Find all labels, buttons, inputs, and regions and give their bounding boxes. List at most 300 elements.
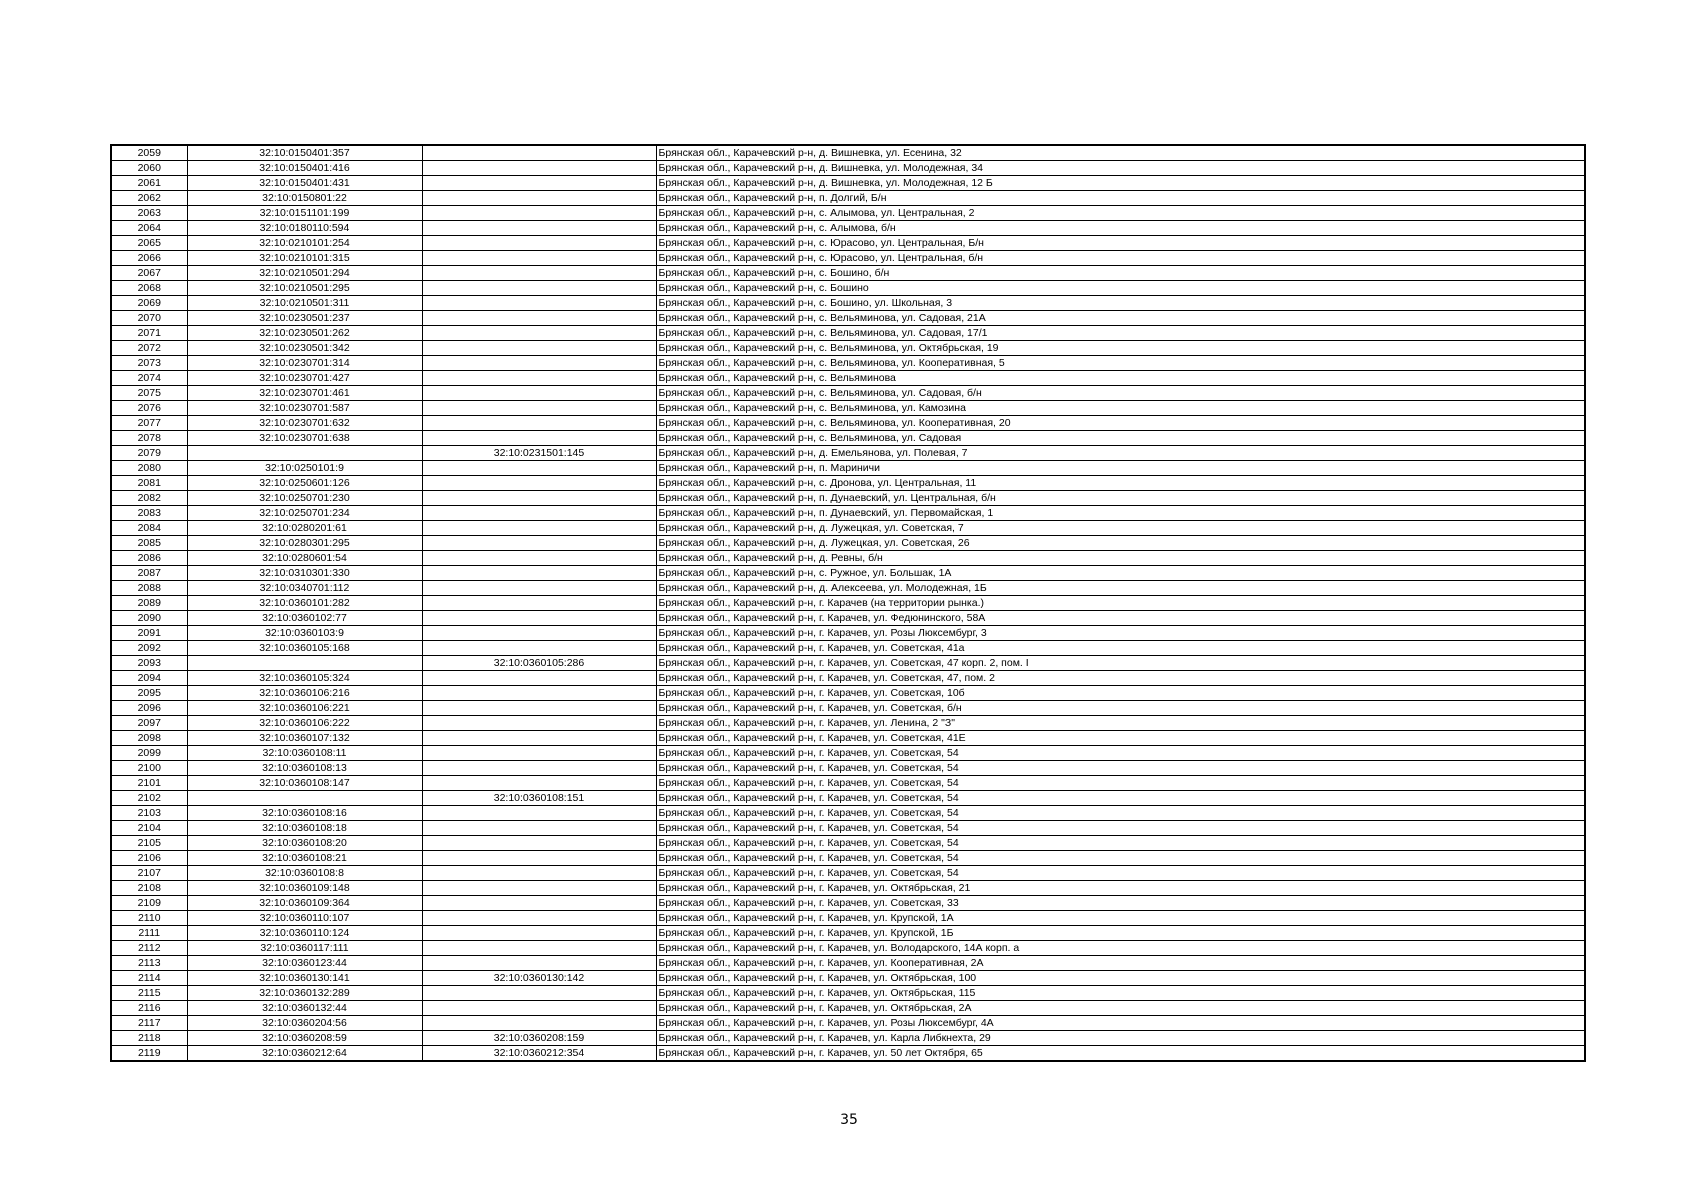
address-cell: Брянская обл., Карачевский р-н, г. Карачев, ул. Советская, 10б: [656, 686, 1585, 701]
row-number-cell: 2106: [111, 851, 187, 866]
cadastral-number-cell: 32:10:0310301:330: [187, 566, 422, 581]
table-body: [111, 145, 1585, 1061]
table-row: [111, 266, 1585, 281]
cadastral-number-cell: 32:10:0360108:8: [187, 866, 422, 881]
secondary-cadastral-number-cell: [422, 311, 656, 326]
cadastral-number-cell: 32:10:0360110:124: [187, 926, 422, 941]
secondary-cadastral-number-cell: [422, 506, 656, 521]
address-cell: Брянская обл., Карачевский р-н, г. Карачев, ул. Советская, 54: [656, 761, 1585, 776]
address-cell: Брянская обл., Карачевский р-н, г. Карачев, ул. Крупской, 1А: [656, 911, 1585, 926]
row-number-cell: 2082: [111, 491, 187, 506]
address-cell: Брянская обл., Карачевский р-н, г. Карачев, ул. Розы Люксембург, 4А: [656, 1016, 1585, 1031]
row-number-cell: 2089: [111, 596, 187, 611]
address-cell: Брянская обл., Карачевский р-н, г. Карачев, ул. Крупской, 1Б: [656, 926, 1585, 941]
table-row: [111, 506, 1585, 521]
address-cell: Брянская обл., Карачевский р-н, г. Карачев, ул. Кооперативная, 2А: [656, 956, 1585, 971]
cadastral-number-cell: [187, 791, 422, 806]
table-row: [111, 731, 1585, 746]
cadastral-number-cell: 32:10:0360123:44: [187, 956, 422, 971]
row-number-cell: 2081: [111, 476, 187, 491]
cadastral-number-cell: 32:10:0360101:282: [187, 596, 422, 611]
secondary-cadastral-number-cell: [422, 145, 656, 161]
row-number-cell: 2109: [111, 896, 187, 911]
address-cell: Брянская обл., Карачевский р-н, г. Карачев, ул. Советская, 33: [656, 896, 1585, 911]
secondary-cadastral-number-cell: 32:10:0360208:159: [422, 1031, 656, 1046]
address-cell: Брянская обл., Карачевский р-н, с. Алымова, ул. Центральная, 2: [656, 206, 1585, 221]
row-number-cell: 2101: [111, 776, 187, 791]
row-number-cell: 2118: [111, 1031, 187, 1046]
table-row: [111, 1046, 1585, 1062]
table-row: [111, 746, 1585, 761]
cadastral-number-cell: 32:10:0210501:295: [187, 281, 422, 296]
row-number-cell: 2097: [111, 716, 187, 731]
table-row: [111, 491, 1585, 506]
row-number-cell: 2102: [111, 791, 187, 806]
cadastral-number-cell: 32:10:0250601:126: [187, 476, 422, 491]
cadastral-number-cell: 32:10:0230701:314: [187, 356, 422, 371]
table-row: [111, 1001, 1585, 1016]
secondary-cadastral-number-cell: [422, 266, 656, 281]
row-number-cell: 2119: [111, 1046, 187, 1062]
row-number-cell: 2066: [111, 251, 187, 266]
cadastral-number-cell: 32:10:0230701:632: [187, 416, 422, 431]
row-number-cell: 2084: [111, 521, 187, 536]
cadastral-number-cell: 32:10:0360108:21: [187, 851, 422, 866]
table-row: [111, 1031, 1585, 1046]
address-cell: Брянская обл., Карачевский р-н, г. Карачев, ул. Октябрьская, 2А: [656, 1001, 1585, 1016]
cadastral-number-cell: 32:10:0250701:234: [187, 506, 422, 521]
secondary-cadastral-number-cell: [422, 821, 656, 836]
row-number-cell: 2071: [111, 326, 187, 341]
secondary-cadastral-number-cell: [422, 866, 656, 881]
table-row: [111, 641, 1585, 656]
property-table: [110, 144, 1586, 1062]
table-row: [111, 161, 1585, 176]
cadastral-number-cell: 32:10:0230501:342: [187, 341, 422, 356]
table-row: [111, 326, 1585, 341]
secondary-cadastral-number-cell: 32:10:0360212:354: [422, 1046, 656, 1062]
address-cell: Брянская обл., Карачевский р-н, д. Ревны, б/н: [656, 551, 1585, 566]
secondary-cadastral-number-cell: 32:10:0231501:145: [422, 446, 656, 461]
cadastral-number-cell: 32:10:0360108:11: [187, 746, 422, 761]
row-number-cell: 2096: [111, 701, 187, 716]
table-row: [111, 145, 1585, 161]
row-number-cell: 2098: [111, 731, 187, 746]
secondary-cadastral-number-cell: [422, 926, 656, 941]
address-cell: Брянская обл., Карачевский р-н, д. Вишневка, ул. Молодежная, 34: [656, 161, 1585, 176]
table-row: [111, 311, 1585, 326]
cadastral-number-cell: 32:10:0360105:168: [187, 641, 422, 656]
address-cell: Брянская обл., Карачевский р-н, с. Бошино: [656, 281, 1585, 296]
page-number: 35: [840, 1112, 858, 1128]
row-number-cell: 2113: [111, 956, 187, 971]
row-number-cell: 2094: [111, 671, 187, 686]
address-cell: Брянская обл., Карачевский р-н, с. Юрасово, ул. Центральная, Б/н: [656, 236, 1585, 251]
cadastral-number-cell: 32:10:0150401:416: [187, 161, 422, 176]
address-cell: Брянская обл., Карачевский р-н, с. Бошино, ул. Школьная, 3: [656, 296, 1585, 311]
cadastral-number-cell: 32:10:0360108:147: [187, 776, 422, 791]
table-row: [111, 956, 1585, 971]
cadastral-number-cell: 32:10:0230701:638: [187, 431, 422, 446]
cadastral-number-cell: 32:10:0150401:357: [187, 145, 422, 161]
table-row: [111, 596, 1585, 611]
row-number-cell: 2115: [111, 986, 187, 1001]
secondary-cadastral-number-cell: [422, 1001, 656, 1016]
address-cell: Брянская обл., Карачевский р-н, г. Карачев, ул. Октябрьская, 115: [656, 986, 1585, 1001]
secondary-cadastral-number-cell: [422, 716, 656, 731]
address-cell: Брянская обл., Карачевский р-н, д. Вишневка, ул. Есенина, 32: [656, 145, 1585, 161]
row-number-cell: 2091: [111, 626, 187, 641]
secondary-cadastral-number-cell: [422, 236, 656, 251]
cadastral-number-cell: 32:10:0210101:315: [187, 251, 422, 266]
table-row: [111, 566, 1585, 581]
row-number-cell: 2070: [111, 311, 187, 326]
row-number-cell: 2080: [111, 461, 187, 476]
table-row: [111, 626, 1585, 641]
row-number-cell: 2079: [111, 446, 187, 461]
table-row: [111, 701, 1585, 716]
table-row: [111, 446, 1585, 461]
table-row: [111, 1016, 1585, 1031]
address-cell: Брянская обл., Карачевский р-н, д. Вишневка, ул. Молодежная, 12 Б: [656, 176, 1585, 191]
row-number-cell: 2075: [111, 386, 187, 401]
table-row: [111, 551, 1585, 566]
table-row: [111, 461, 1585, 476]
secondary-cadastral-number-cell: [422, 386, 656, 401]
cadastral-number-cell: 32:10:0230501:237: [187, 311, 422, 326]
row-number-cell: 2116: [111, 1001, 187, 1016]
row-number-cell: 2069: [111, 296, 187, 311]
cadastral-number-cell: 32:10:0280601:54: [187, 551, 422, 566]
secondary-cadastral-number-cell: [422, 746, 656, 761]
table-row: [111, 761, 1585, 776]
table-row: [111, 536, 1585, 551]
secondary-cadastral-number-cell: [422, 431, 656, 446]
table-row: [111, 941, 1585, 956]
table-row: [111, 851, 1585, 866]
cadastral-number-cell: 32:10:0360117:111: [187, 941, 422, 956]
address-cell: Брянская обл., Карачевский р-н, г. Карачев, ул. Карла Либкнехта, 29: [656, 1031, 1585, 1046]
address-cell: Брянская обл., Карачевский р-н, г. Карачев, ул. Советская, 54: [656, 866, 1585, 881]
address-cell: Брянская обл., Карачевский р-н, п. Долгий, Б/н: [656, 191, 1585, 206]
table-row: [111, 221, 1585, 236]
address-cell: Брянская обл., Карачевский р-н, г. Карачев, ул. Советская, 47, пом. 2: [656, 671, 1585, 686]
table-row: [111, 926, 1585, 941]
cadastral-number-cell: 32:10:0360208:59: [187, 1031, 422, 1046]
row-number-cell: 2087: [111, 566, 187, 581]
row-number-cell: 2083: [111, 506, 187, 521]
table-row: [111, 866, 1585, 881]
secondary-cadastral-number-cell: 32:10:0360105:286: [422, 656, 656, 671]
address-cell: Брянская обл., Карачевский р-н, г. Карачев, ул. Володарского, 14А корп. а: [656, 941, 1585, 956]
row-number-cell: 2111: [111, 926, 187, 941]
secondary-cadastral-number-cell: [422, 461, 656, 476]
cadastral-number-cell: 32:10:0360103:9: [187, 626, 422, 641]
secondary-cadastral-number-cell: [422, 281, 656, 296]
secondary-cadastral-number-cell: [422, 851, 656, 866]
secondary-cadastral-number-cell: [422, 176, 656, 191]
row-number-cell: 2063: [111, 206, 187, 221]
address-cell: Брянская обл., Карачевский р-н, п. Мариничи: [656, 461, 1585, 476]
address-cell: Брянская обл., Карачевский р-н, г. Карачев, ул. Октябрьская, 21: [656, 881, 1585, 896]
row-number-cell: 2105: [111, 836, 187, 851]
address-cell: Брянская обл., Карачевский р-н, г. Карачев, ул. Ленина, 2 "З": [656, 716, 1585, 731]
address-cell: Брянская обл., Карачевский р-н, с. Вельяминова, ул. Садовая: [656, 431, 1585, 446]
cadastral-number-cell: 32:10:0360132:289: [187, 986, 422, 1001]
row-number-cell: 2112: [111, 941, 187, 956]
row-number-cell: 2060: [111, 161, 187, 176]
cadastral-number-cell: 32:10:0360132:44: [187, 1001, 422, 1016]
secondary-cadastral-number-cell: [422, 896, 656, 911]
address-cell: Брянская обл., Карачевский р-н, г. Карачев, ул. 50 лет Октября, 65: [656, 1046, 1585, 1062]
table-row: [111, 881, 1585, 896]
secondary-cadastral-number-cell: [422, 206, 656, 221]
secondary-cadastral-number-cell: [422, 356, 656, 371]
cadastral-number-cell: 32:10:0360204:56: [187, 1016, 422, 1031]
cadastral-number-cell: 32:10:0340701:112: [187, 581, 422, 596]
table-row: [111, 686, 1585, 701]
row-number-cell: 2088: [111, 581, 187, 596]
secondary-cadastral-number-cell: [422, 566, 656, 581]
secondary-cadastral-number-cell: [422, 491, 656, 506]
address-cell: Брянская обл., Карачевский р-н, д. Лужецкая, ул. Советская, 7: [656, 521, 1585, 536]
secondary-cadastral-number-cell: [422, 161, 656, 176]
cadastral-number-cell: 32:10:0360212:64: [187, 1046, 422, 1062]
address-cell: Брянская обл., Карачевский р-н, с. Вельяминова, ул. Садовая, 21А: [656, 311, 1585, 326]
cadastral-number-cell: 32:10:0360108:13: [187, 761, 422, 776]
cadastral-number-cell: 32:10:0230701:427: [187, 371, 422, 386]
cadastral-number-cell: 32:10:0360109:364: [187, 896, 422, 911]
address-cell: Брянская обл., Карачевский р-н, г. Карачев, ул. Федюнинского, 58А: [656, 611, 1585, 626]
secondary-cadastral-number-cell: [422, 686, 656, 701]
cadastral-number-cell: 32:10:0210501:311: [187, 296, 422, 311]
address-cell: Брянская обл., Карачевский р-н, д. Емельянова, ул. Полевая, 7: [656, 446, 1585, 461]
address-cell: Брянская обл., Карачевский р-н, с. Алымова, б/н: [656, 221, 1585, 236]
secondary-cadastral-number-cell: [422, 731, 656, 746]
address-cell: Брянская обл., Карачевский р-н, г. Карачев, ул. Советская, 54: [656, 821, 1585, 836]
cadastral-number-cell: 32:10:0360108:18: [187, 821, 422, 836]
secondary-cadastral-number-cell: [422, 191, 656, 206]
table-row: [111, 581, 1585, 596]
cadastral-number-cell: 32:10:0230701:461: [187, 386, 422, 401]
row-number-cell: 2090: [111, 611, 187, 626]
row-number-cell: 2074: [111, 371, 187, 386]
table-row: [111, 341, 1585, 356]
address-cell: Брянская обл., Карачевский р-н, г. Карачев, ул. Розы Люксембург, 3: [656, 626, 1585, 641]
row-number-cell: 2077: [111, 416, 187, 431]
cadastral-number-cell: 32:10:0250701:230: [187, 491, 422, 506]
secondary-cadastral-number-cell: [422, 776, 656, 791]
address-cell: Брянская обл., Карачевский р-н, с. Юрасово, ул. Центральная, б/н: [656, 251, 1585, 266]
table-row: [111, 521, 1585, 536]
row-number-cell: 2099: [111, 746, 187, 761]
table-row: [111, 356, 1585, 371]
row-number-cell: 2062: [111, 191, 187, 206]
table-row: [111, 986, 1585, 1001]
table-row: [111, 611, 1585, 626]
row-number-cell: 2100: [111, 761, 187, 776]
row-number-cell: 2107: [111, 866, 187, 881]
table-row: [111, 236, 1585, 251]
cadastral-number-cell: 32:10:0250101:9: [187, 461, 422, 476]
secondary-cadastral-number-cell: [422, 326, 656, 341]
cadastral-number-cell: 32:10:0151101:199: [187, 206, 422, 221]
address-cell: Брянская обл., Карачевский р-н, д. Лужецкая, ул. Советская, 26: [656, 536, 1585, 551]
cadastral-number-cell: 32:10:0360130:141: [187, 971, 422, 986]
address-cell: Брянская обл., Карачевский р-н, г. Карачев (на территории рынка.): [656, 596, 1585, 611]
table-row: [111, 971, 1585, 986]
row-number-cell: 2095: [111, 686, 187, 701]
address-cell: Брянская обл., Карачевский р-н, п. Дунаевский, ул. Центральная, б/н: [656, 491, 1585, 506]
address-cell: Брянская обл., Карачевский р-н, г. Карачев, ул. Советская, 41а: [656, 641, 1585, 656]
secondary-cadastral-number-cell: [422, 1016, 656, 1031]
address-cell: Брянская обл., Карачевский р-н, с. Ружное, ул. Большак, 1А: [656, 566, 1585, 581]
cadastral-number-cell: [187, 446, 422, 461]
address-cell: Брянская обл., Карачевский р-н, г. Карачев, ул. Советская, 54: [656, 836, 1585, 851]
row-number-cell: 2061: [111, 176, 187, 191]
table-row: [111, 716, 1585, 731]
address-cell: Брянская обл., Карачевский р-н, с. Бошино, б/н: [656, 266, 1585, 281]
secondary-cadastral-number-cell: [422, 221, 656, 236]
table-row: [111, 251, 1585, 266]
address-cell: Брянская обл., Карачевский р-н, с. Вельяминова, ул. Октябрьская, 19: [656, 341, 1585, 356]
row-number-cell: 2117: [111, 1016, 187, 1031]
table-row: [111, 656, 1585, 671]
secondary-cadastral-number-cell: [422, 371, 656, 386]
cadastral-number-cell: 32:10:0150801:22: [187, 191, 422, 206]
address-cell: Брянская обл., Карачевский р-н, г. Карачев, ул. Советская, б/н: [656, 701, 1585, 716]
address-cell: Брянская обл., Карачевский р-н, г. Карачев, ул. Советская, 54: [656, 851, 1585, 866]
row-number-cell: 2068: [111, 281, 187, 296]
cadastral-number-cell: 32:10:0360102:77: [187, 611, 422, 626]
secondary-cadastral-number-cell: [422, 251, 656, 266]
secondary-cadastral-number-cell: [422, 671, 656, 686]
address-cell: Брянская обл., Карачевский р-н, д. Алексеева, ул. Молодежная, 1Б: [656, 581, 1585, 596]
row-number-cell: 2073: [111, 356, 187, 371]
table-row: [111, 386, 1585, 401]
address-cell: Брянская обл., Карачевский р-н, г. Карачев, ул. Советская, 54: [656, 791, 1585, 806]
cadastral-number-cell: [187, 656, 422, 671]
address-cell: Брянская обл., Карачевский р-н, с. Вельяминова: [656, 371, 1585, 386]
secondary-cadastral-number-cell: [422, 761, 656, 776]
secondary-cadastral-number-cell: [422, 641, 656, 656]
address-cell: Брянская обл., Карачевский р-н, г. Карачев, ул. Советская, 54: [656, 746, 1585, 761]
secondary-cadastral-number-cell: [422, 521, 656, 536]
row-number-cell: 2086: [111, 551, 187, 566]
cadastral-number-cell: 32:10:0210101:254: [187, 236, 422, 251]
table-row: [111, 671, 1585, 686]
address-cell: Брянская обл., Карачевский р-н, с. Вельяминова, ул. Кооперативная, 20: [656, 416, 1585, 431]
secondary-cadastral-number-cell: [422, 941, 656, 956]
row-number-cell: 2076: [111, 401, 187, 416]
cadastral-number-cell: 32:10:0230501:262: [187, 326, 422, 341]
cadastral-number-cell: 32:10:0360108:20: [187, 836, 422, 851]
secondary-cadastral-number-cell: 32:10:0360130:142: [422, 971, 656, 986]
table-row: [111, 416, 1585, 431]
secondary-cadastral-number-cell: [422, 536, 656, 551]
row-number-cell: 2067: [111, 266, 187, 281]
table-row: [111, 836, 1585, 851]
address-cell: Брянская обл., Карачевский р-н, п. Дунаевский, ул. Первомайская, 1: [656, 506, 1585, 521]
secondary-cadastral-number-cell: [422, 401, 656, 416]
secondary-cadastral-number-cell: [422, 296, 656, 311]
table-row: [111, 476, 1585, 491]
table-row: [111, 896, 1585, 911]
row-number-cell: 2110: [111, 911, 187, 926]
cadastral-number-cell: 32:10:0150401:431: [187, 176, 422, 191]
row-number-cell: 2064: [111, 221, 187, 236]
address-cell: Брянская обл., Карачевский р-н, г. Карачев, ул. Советская, 54: [656, 806, 1585, 821]
secondary-cadastral-number-cell: [422, 626, 656, 641]
cadastral-number-cell: 32:10:0360109:148: [187, 881, 422, 896]
address-cell: Брянская обл., Карачевский р-н, с. Вельяминова, ул. Кооперативная, 5: [656, 356, 1585, 371]
table-row: [111, 791, 1585, 806]
cadastral-number-cell: 32:10:0360110:107: [187, 911, 422, 926]
address-cell: Брянская обл., Карачевский р-н, г. Карачев, ул. Советская, 41Е: [656, 731, 1585, 746]
table-row: [111, 176, 1585, 191]
row-number-cell: 2078: [111, 431, 187, 446]
row-number-cell: 2065: [111, 236, 187, 251]
table-row: [111, 911, 1585, 926]
secondary-cadastral-number-cell: [422, 836, 656, 851]
cadastral-number-cell: 32:10:0360106:216: [187, 686, 422, 701]
secondary-cadastral-number-cell: [422, 581, 656, 596]
secondary-cadastral-number-cell: [422, 596, 656, 611]
table-row: [111, 191, 1585, 206]
secondary-cadastral-number-cell: [422, 986, 656, 1001]
secondary-cadastral-number-cell: [422, 911, 656, 926]
table-row: [111, 776, 1585, 791]
table-row: [111, 281, 1585, 296]
cadastral-number-cell: 32:10:0210501:294: [187, 266, 422, 281]
table-row: [111, 431, 1585, 446]
cadastral-number-cell: 32:10:0180110:594: [187, 221, 422, 236]
cadastral-number-cell: 32:10:0360107:132: [187, 731, 422, 746]
table-row: [111, 206, 1585, 221]
row-number-cell: 2103: [111, 806, 187, 821]
row-number-cell: 2093: [111, 656, 187, 671]
row-number-cell: 2114: [111, 971, 187, 986]
cadastral-number-cell: 32:10:0280201:61: [187, 521, 422, 536]
table-row: [111, 371, 1585, 386]
secondary-cadastral-number-cell: [422, 806, 656, 821]
table-row: [111, 821, 1585, 836]
address-cell: Брянская обл., Карачевский р-н, с. Вельяминова, ул. Садовая, 17/1: [656, 326, 1585, 341]
cadastral-number-cell: 32:10:0230701:587: [187, 401, 422, 416]
secondary-cadastral-number-cell: [422, 701, 656, 716]
secondary-cadastral-number-cell: [422, 416, 656, 431]
address-cell: Брянская обл., Карачевский р-н, с. Дронова, ул. Центральная, 11: [656, 476, 1585, 491]
row-number-cell: 2092: [111, 641, 187, 656]
address-cell: Брянская обл., Карачевский р-н, с. Вельяминова, ул. Садовая, б/н: [656, 386, 1585, 401]
row-number-cell: 2104: [111, 821, 187, 836]
row-number-cell: 2072: [111, 341, 187, 356]
address-cell: Брянская обл., Карачевский р-н, с. Вельяминова, ул. Камозина: [656, 401, 1585, 416]
row-number-cell: 2085: [111, 536, 187, 551]
cadastral-number-cell: 32:10:0360108:16: [187, 806, 422, 821]
secondary-cadastral-number-cell: [422, 956, 656, 971]
secondary-cadastral-number-cell: 32:10:0360108:151: [422, 791, 656, 806]
table-row: [111, 401, 1585, 416]
row-number-cell: 2059: [111, 145, 187, 161]
table-row: [111, 806, 1585, 821]
secondary-cadastral-number-cell: [422, 881, 656, 896]
secondary-cadastral-number-cell: [422, 476, 656, 491]
cadastral-number-cell: 32:10:0360106:222: [187, 716, 422, 731]
address-cell: Брянская обл., Карачевский р-н, г. Карачев, ул. Советская, 47 корп. 2, пом. I: [656, 656, 1585, 671]
cadastral-number-cell: 32:10:0360105:324: [187, 671, 422, 686]
cadastral-number-cell: 32:10:0360106:221: [187, 701, 422, 716]
